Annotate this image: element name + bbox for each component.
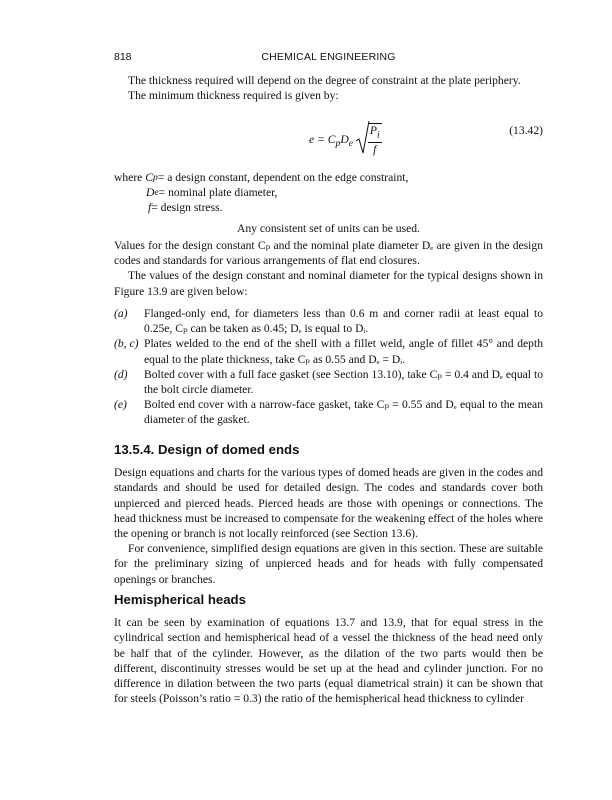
- list-item: (e) Bolted end cover with a narrow-face gasket, take Cₚ = 0.55 and Dₑ equal to the mean diameter of the gasket.: [114, 398, 543, 427]
- domed-paragraph-2: For convenience, simplified design equations are given in this section. These are suitable for the preliminary sizing of unpierced heads and for heads with fully compensated openings or branches.: [114, 542, 543, 586]
- definition-row: D e = nominal plate diameter,: [146, 186, 278, 200]
- intro-line-1: The thickness required will depend on the degree of constraint at the plate periphery.: [128, 74, 521, 87]
- fraction: [368, 123, 382, 157]
- list-item: (a) Flanged-only end, for diameters less than 0.6 m and corner radii at least equal to 0.25e, Cₚ can be taken as 0.45; Dₑ is equal to Dᵢ.: [114, 307, 543, 336]
- chapter-title: CHEMICAL ENGINEERING: [261, 51, 396, 63]
- eq-sub-e: e: [348, 138, 353, 150]
- list-item: (b, c) Plates welded to the end of the shell with a fillet weld, angle of fillet 45° and depth equal to the plate thickness, take Cₚ as 0.55 and Dₑ = Dᵢ.: [114, 337, 543, 366]
- square-root: [356, 123, 382, 157]
- eq-d: D: [340, 132, 349, 146]
- values-paragraph: Values for the design constant Cₚ and the nominal plate diameter Dₑ are given in the design codes and standards for various arrangements of flat end closures.: [114, 239, 543, 268]
- section-heading-hemispherical: Hemispherical heads: [114, 592, 246, 607]
- page-number: 818: [114, 51, 132, 63]
- design-list: [114, 306, 543, 428]
- intro-line-2: The minimum thickness required is given by:: [128, 89, 339, 103]
- section-heading-domed-ends: 13.5.4. Design of domed ends: [114, 442, 300, 457]
- fraction-numerator: $P_i$: [368, 124, 382, 143]
- definition-row: where C p = a design constant, dependent on the edge constraint,: [114, 171, 409, 184]
- domed-ends-section: [114, 442, 543, 587]
- radical-sign-icon: [356, 121, 370, 155]
- eq-sub-p: p: [335, 138, 341, 150]
- equation-number: (13.42): [509, 124, 543, 137]
- domed-paragraph-1: Design equations and charts for the various types of domed heads are given in the codes and standards and should be used for detailed design. The codes and standards cover both unpierced and pierced heads. Pierced heads are those with openings or connections. The head thickness must be increased to compensate for the weakening effect of the holes where the opening or branch is not locally reinforced (see Section 13.6).: [114, 466, 543, 541]
- hemispherical-section: [114, 592, 543, 706]
- hemispherical-paragraph: It can be seen by examination of equations 13.7 and 13.9, that for equal stress in the cylindrical section and hemispherical head of a vessel the thickness of the head need only be half that of the cylinder. However, as the dilation of the two parts would then be different, discontinuity stresses would be set up at the head and cylinder junction. For no difference in dilation between the two parts (equal diametrical strain) it can be shown that for steels (Poisson’s ratio = 0.3) the ratio of the hemispherical head thickness to cylinder: [114, 616, 543, 706]
- equation-formula: [309, 123, 382, 157]
- fraction-denominator: f: [373, 143, 377, 157]
- definition-row: f = design stress.: [148, 201, 223, 215]
- intro-block: [114, 73, 543, 103]
- list-item: (d) Bolted cover with a full face gasket (see Section 13.10), take Cₚ = 0.4 and Dₑ equal to the bolt circle diameter.: [114, 367, 543, 397]
- equation-13-42: [114, 111, 543, 155]
- eq-lhs: e = C: [309, 132, 336, 146]
- values-paragraph-block: [114, 238, 543, 299]
- units-note: Any consistent set of units can be used.: [237, 221, 420, 235]
- variable-definitions: [114, 170, 543, 236]
- typical-paragraph: The values of the design constant and nominal diameter for the typical designs shown in Figure 13.9 are given below:: [114, 269, 543, 298]
